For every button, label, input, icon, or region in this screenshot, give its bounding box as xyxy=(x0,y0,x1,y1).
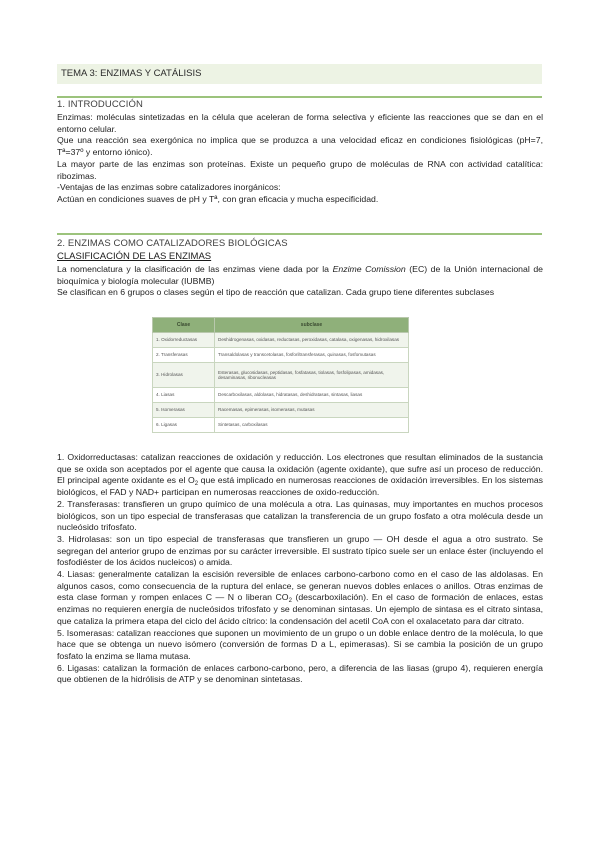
table-row xyxy=(153,402,409,417)
intro-paragraph-3: La mayor parte de las enzimas son proteínas. Existe un pequeño grupo de moléculas de RNA con actividad catalítica: ribozimas. xyxy=(57,158,543,181)
subscript: 2 xyxy=(288,598,292,605)
subclass-cell: Transaldolasas y transcetolasas, fosforiltransferasas, quinasas, fosfomutasas xyxy=(215,348,409,363)
table-row xyxy=(153,417,409,432)
enzyme-commission-name: Enzime Comission xyxy=(332,264,406,274)
intro-paragraph-2: Que una reacción sea exergónica no implica que se produzca a una velocidad eficaz en condiciones fisiológicas (pH=7, Tª=37º y entorno iónico). xyxy=(57,135,543,158)
table-row xyxy=(153,387,409,402)
intro-paragraph-5: Actúan en condiciones suaves de pH y Tª, con gran eficacia y mucha especificidad. xyxy=(57,193,379,204)
table-header-subclass: subclase xyxy=(215,318,409,333)
section-1-heading: 1. INTRODUCCIÓN xyxy=(57,99,143,110)
classes-paragraph: Se clasifican en 6 grupos o clases según el tipo de reacción que catalizan. Cada grupo tiene diferentes subclases xyxy=(57,287,495,298)
section-2-heading: 2. ENZIMAS COMO CATALIZADORES BIOLÓGICAS xyxy=(57,238,288,249)
table-row xyxy=(153,333,409,348)
list-item-text: 1. Oxidorreductasas: catalizan reacciones de oxidación y reducción. Los electrones que resultan eliminados de la sustancia que se oxida son aceptados por el agente que causa la oxidación (agente oxidante), que sufre así un proceso de reducción. El principal agente oxidante es el O xyxy=(57,452,543,486)
class-cell: 4. Liasas xyxy=(153,387,215,402)
class-cell: 2. Transferasas xyxy=(153,348,215,363)
list-item-text: que está implicado en numerosas reacciones de oxidación irreversibles. En los sistemas biológicos, el FAD y NAD+ participan en numerosas reacciones de oxido-reducción. xyxy=(57,475,543,498)
section-2-body xyxy=(57,264,543,299)
class-cell: 3. Hidrolasas xyxy=(153,363,215,388)
list-item-liasas xyxy=(57,569,543,628)
nomenclature-paragraph xyxy=(57,264,543,287)
list-item-text: 4. Liasas: generalmente catalizan la escisión reversible de enlaces carbono-carbono como en el caso de las aldolasas. En algunos casos, como consecuencia de la ruptura del enlace, se generan nuevos dobles enlaces o anillos. Otras enzimas de esta clase forman y rompen enlaces C — N o liberan CO xyxy=(57,569,543,603)
table-row xyxy=(153,363,409,388)
intro-paragraph-4: -Ventajas de las enzimas sobre catalizadores inorgánicos: xyxy=(57,182,281,193)
list-item-isomerasas: 5. Isomerasas: catalizan reacciones que suponen un movimiento de un grupo o un doble enlace dentro de la molécula, lo que hace que se obtenga un nuevo isómero (conversión de formas D a L, epimerasas). Si se cambia la posición de un grupo fosfato la enzima se llama mutasa. xyxy=(57,627,543,661)
subclass-cell: Descarboxilasas, aldolasas, hidratasas, deshidratasas, sintasas, liasas xyxy=(215,387,409,402)
list-item-text: (descarboxilación). En el caso de formación de enlaces, estas enzimas no requieren energía de nucleósidos trifosfato y se denominan sintasas. Un ejemplo de sintasa es el citrato sintasa, que cataliza la primera etapa del ciclo del ácido cítrico: la condensación del acetil CoA con el oxalacetato para dar citrato. xyxy=(57,592,543,626)
list-item-oxidorreductasas xyxy=(57,452,543,499)
table-row xyxy=(153,348,409,363)
list-item-ligasas: 6. Ligasas: catalizan la formación de enlaces carbono-carbono, pero, a diferencia de las liasas (grupo 4), requieren energía que obtienen de la hidrólisis de ATP y se denominan sintetasas. xyxy=(57,662,543,685)
section-divider xyxy=(57,96,542,98)
subclass-cell: Deshidrogenasas, oxidasas, reductasas, peroxidasas, catalasa, oxigenasas, hidroxilasas xyxy=(215,333,409,348)
table-header-class: Clase xyxy=(153,318,215,333)
class-cell: 6. Ligasas xyxy=(153,417,215,432)
enzyme-classes-list xyxy=(57,452,543,686)
subclass-cell: Sintetasas, carboxilasas xyxy=(215,417,409,432)
subclass-cell: Racemasas, epimerasas, isomerasas, mutasas xyxy=(215,402,409,417)
intro-paragraph-1: Enzimas: moléculas sintetizadas en la célula que aceleran de forma selectiva y eficiente las reacciones que se dan en el entorno celular. xyxy=(57,112,543,134)
subscript: 2 xyxy=(194,481,199,488)
enzyme-classes-table xyxy=(152,317,409,433)
list-item-hidrolasas: 3. Hidrolasas: son un tipo especial de transferasas que transfieren un grupo — OH desde el agua a otro sustrato. Se segregan del anterior grupo de enzimas por su carácter irreversible. El sustrato típico suele ser un enlace éster (incluyendo el fosfodiéster de los ácidos nucleicos) o amida. xyxy=(57,533,543,568)
table-header-row xyxy=(153,318,409,333)
nomenclature-text-b: (EC) de la Unión internacional de bioquímica y biología molecular (IUBMB) xyxy=(57,264,543,286)
section-1-body xyxy=(57,112,543,206)
class-cell: 1. Oxidorreductasas xyxy=(153,333,215,348)
document-title: TEMA 3: ENZIMAS Y CATÁLISIS xyxy=(57,64,542,84)
list-item-transferasas: 2. Transferasas: transfieren un grupo químico de una molécula a otra. Las quinasas, muy importantes en muchos procesos biológicos, son un tipo especial de transferasas que catalizan la transferencia de un grupo fosfato a otra molécula desde un nucleósido trifosfato. xyxy=(57,498,543,533)
section-divider xyxy=(57,233,542,235)
nomenclature-text-a: La nomenclatura y la clasificación de las enzimas viene dada por la xyxy=(57,264,333,274)
class-cell: 5. Isomerasas xyxy=(153,402,215,417)
classification-subheading: CLASIFICACIÓN DE LAS ENZIMAS xyxy=(57,251,212,262)
subclass-cell: Esterasas, glucosidasas, peptidasas, fosfatasas, tiolasas, fosfolipasas, amidasas, desaminasas, ribonucleasas xyxy=(215,363,409,388)
